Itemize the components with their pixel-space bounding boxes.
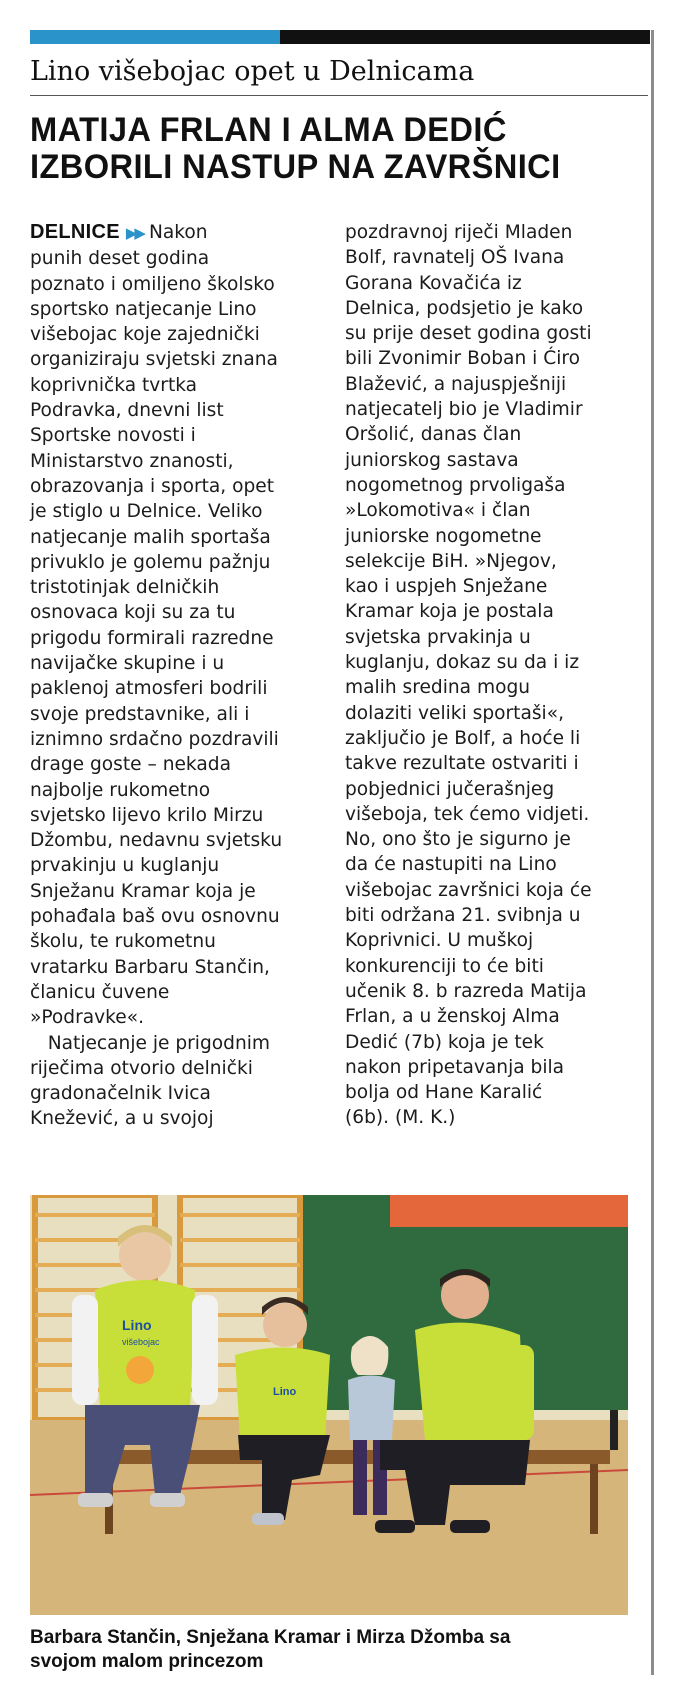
article-line: malih sredina mogu	[345, 677, 531, 699]
article-line: privuklo je golemu pažnju	[30, 551, 271, 573]
article-line: prigodu formirali razredne	[30, 627, 274, 649]
article-line: svjetsko lijevo krilo Mirzu	[30, 804, 264, 826]
article-line: juniorske nogometne	[345, 525, 542, 547]
article-column-right	[345, 220, 650, 1131]
article-line: Kramar koja je postala	[345, 601, 554, 623]
article-photo	[30, 1195, 628, 1615]
article-line: Dedić (7b) koja je tek	[345, 1031, 544, 1053]
article-line: da će nastupiti na Lino	[345, 854, 557, 876]
article-line: višeboja, tek ćemo vidjeti.	[345, 803, 590, 825]
article-line: obrazovanja i sporta, opet	[30, 475, 275, 497]
article-line: su prije deset godina gosti	[345, 323, 592, 345]
article-line: Bolf, ravnatelj OŠ Ivana	[345, 247, 565, 269]
shirt-logo-text: Lino	[122, 1317, 152, 1333]
article-line: Sportske novosti i	[30, 425, 196, 447]
article-line: (6b). (M. K.)	[345, 1107, 456, 1129]
article-line: osnovaca koji su za tu	[30, 602, 236, 624]
article-line: Koprivnici. U muškoj	[345, 930, 534, 952]
article-line: nogometnog prvoligaša	[345, 474, 566, 496]
article-line: Blažević, a najuspješniji	[345, 373, 567, 395]
article-line: Natjecanje je prigodnim	[30, 1032, 271, 1054]
article-line: svjetska prvakinja u	[345, 626, 531, 648]
article-line: bolja od Hane Karalić	[345, 1082, 543, 1104]
article-line: »Podravke«.	[30, 1007, 144, 1029]
article-line: »Lokomotiva« i član	[345, 500, 531, 522]
caption-line-2: svojom malom princezom	[30, 1651, 264, 1672]
headline-line-1: MATIJA FRLAN I ALMA DEDIĆ	[30, 111, 507, 149]
caption-line-1: Barbara Stančin, Snježana Kramar i Mirza Džomba sa	[30, 1627, 511, 1648]
dateline: DELNICE	[30, 221, 120, 243]
article-line: selekcije BiH. »Njegov,	[345, 550, 557, 572]
shirt-logo-subtext: višebojac	[122, 1337, 160, 1347]
article-line: paklenoj atmosferi bodrili	[30, 678, 268, 700]
article-line: Frlan, a u ženskoj Alma	[345, 1006, 560, 1028]
article-line: višebojac koje zajednički	[30, 324, 260, 346]
kicker-title: Lino višebojac opet u Delnicama	[30, 52, 648, 96]
article-line: prvakinju u kuglanju	[30, 855, 220, 877]
article-line: dolaziti veliki sportaši«,	[345, 702, 564, 724]
article-line: kao i uspjeh Snježane	[345, 576, 548, 598]
article-line: organiziraju svjetski znana	[30, 349, 278, 371]
article-line: članicu čuvene	[30, 981, 170, 1003]
article-line: kuglanju, dokaz su da i iz	[345, 652, 580, 674]
article-line: Oršolić, danas član	[345, 424, 522, 446]
article-line: Gorana Kovačića iz	[345, 272, 522, 294]
article-line: vratarku Barbaru Stančin,	[30, 956, 270, 978]
top-black-bar	[280, 30, 650, 44]
article-line: višebojac završnici koja će	[345, 879, 592, 901]
article-line: punih deset godina	[30, 248, 210, 270]
article-line: učenik 8. b razreda Matija	[345, 980, 587, 1002]
article-line: Knežević, a u svojoj	[30, 1108, 214, 1130]
photo-caption	[30, 1626, 645, 1674]
article-line: nakon pripetavanja bila	[345, 1056, 565, 1078]
article-line: gradonačelnik Ivica	[30, 1083, 211, 1105]
article-line: školu, te rukometnu	[30, 931, 216, 953]
article-line: konkurenciji to će biti	[345, 955, 544, 977]
article-line: Snježanu Kramar koja je	[30, 880, 256, 902]
article-line: poznato i omiljeno školsko	[30, 273, 275, 295]
article-line: bili Zvonimir Boban i Ćiro	[345, 348, 580, 370]
article-line: tristotinjak delničkih	[30, 577, 220, 599]
article-line: najbolje rukometno	[30, 779, 211, 801]
top-accent-bar	[30, 30, 280, 44]
double-arrow-icon: ▶▶	[125, 224, 143, 242]
article-column-left	[30, 220, 330, 1132]
article-line: No, ono što je sigurno je	[345, 829, 571, 851]
article-line: koprivnička tvrtka	[30, 374, 198, 396]
article-line: navijačke skupine i u	[30, 653, 225, 675]
article-line: Podravka, dnevni list	[30, 400, 224, 422]
article-line: natjecanje malih sportaša	[30, 526, 271, 548]
article-line: riječima otvorio delnički	[30, 1057, 253, 1079]
article-line: svoje predstavnike, ali i	[30, 703, 250, 725]
article-line: pobjednici jučerašnjeg	[345, 778, 555, 800]
article-line: Delnica, podsjetio je kako	[345, 297, 584, 319]
right-column-rule	[651, 30, 654, 1675]
article-line: je stiglo u Delnice. Veliko	[30, 501, 263, 523]
article-line: takve rezultate ostvariti i	[345, 753, 579, 775]
article-line: natjecatelj bio je Vladimir	[345, 399, 583, 421]
article-line: drage goste – nekada	[30, 754, 231, 776]
article-text: Nakon	[148, 222, 208, 243]
headline-line-2: IZBORILI NASTUP NA ZAVRŠNICI	[30, 148, 561, 186]
article-line: Ministarstvo znanosti,	[30, 450, 234, 472]
article-line: biti održana 21. svibnja u	[345, 905, 581, 927]
shirt-logo-text-2: Lino	[273, 1386, 297, 1398]
article-line	[30, 220, 330, 246]
article-line: zaključio je Bolf, a hoće li	[345, 727, 581, 749]
article-line: Džombu, nedavnu svjetsku	[30, 830, 283, 852]
article-line: pohađala baš ovu osnovnu	[30, 906, 280, 928]
article-line: pozdravnoj riječi Mladen	[345, 222, 573, 243]
article-line: sportsko natjecanje Lino	[30, 298, 257, 320]
headline	[30, 112, 625, 186]
article-line: iznimno srdačno pozdravili	[30, 728, 279, 750]
article-line: juniorskog sastava	[345, 449, 519, 471]
